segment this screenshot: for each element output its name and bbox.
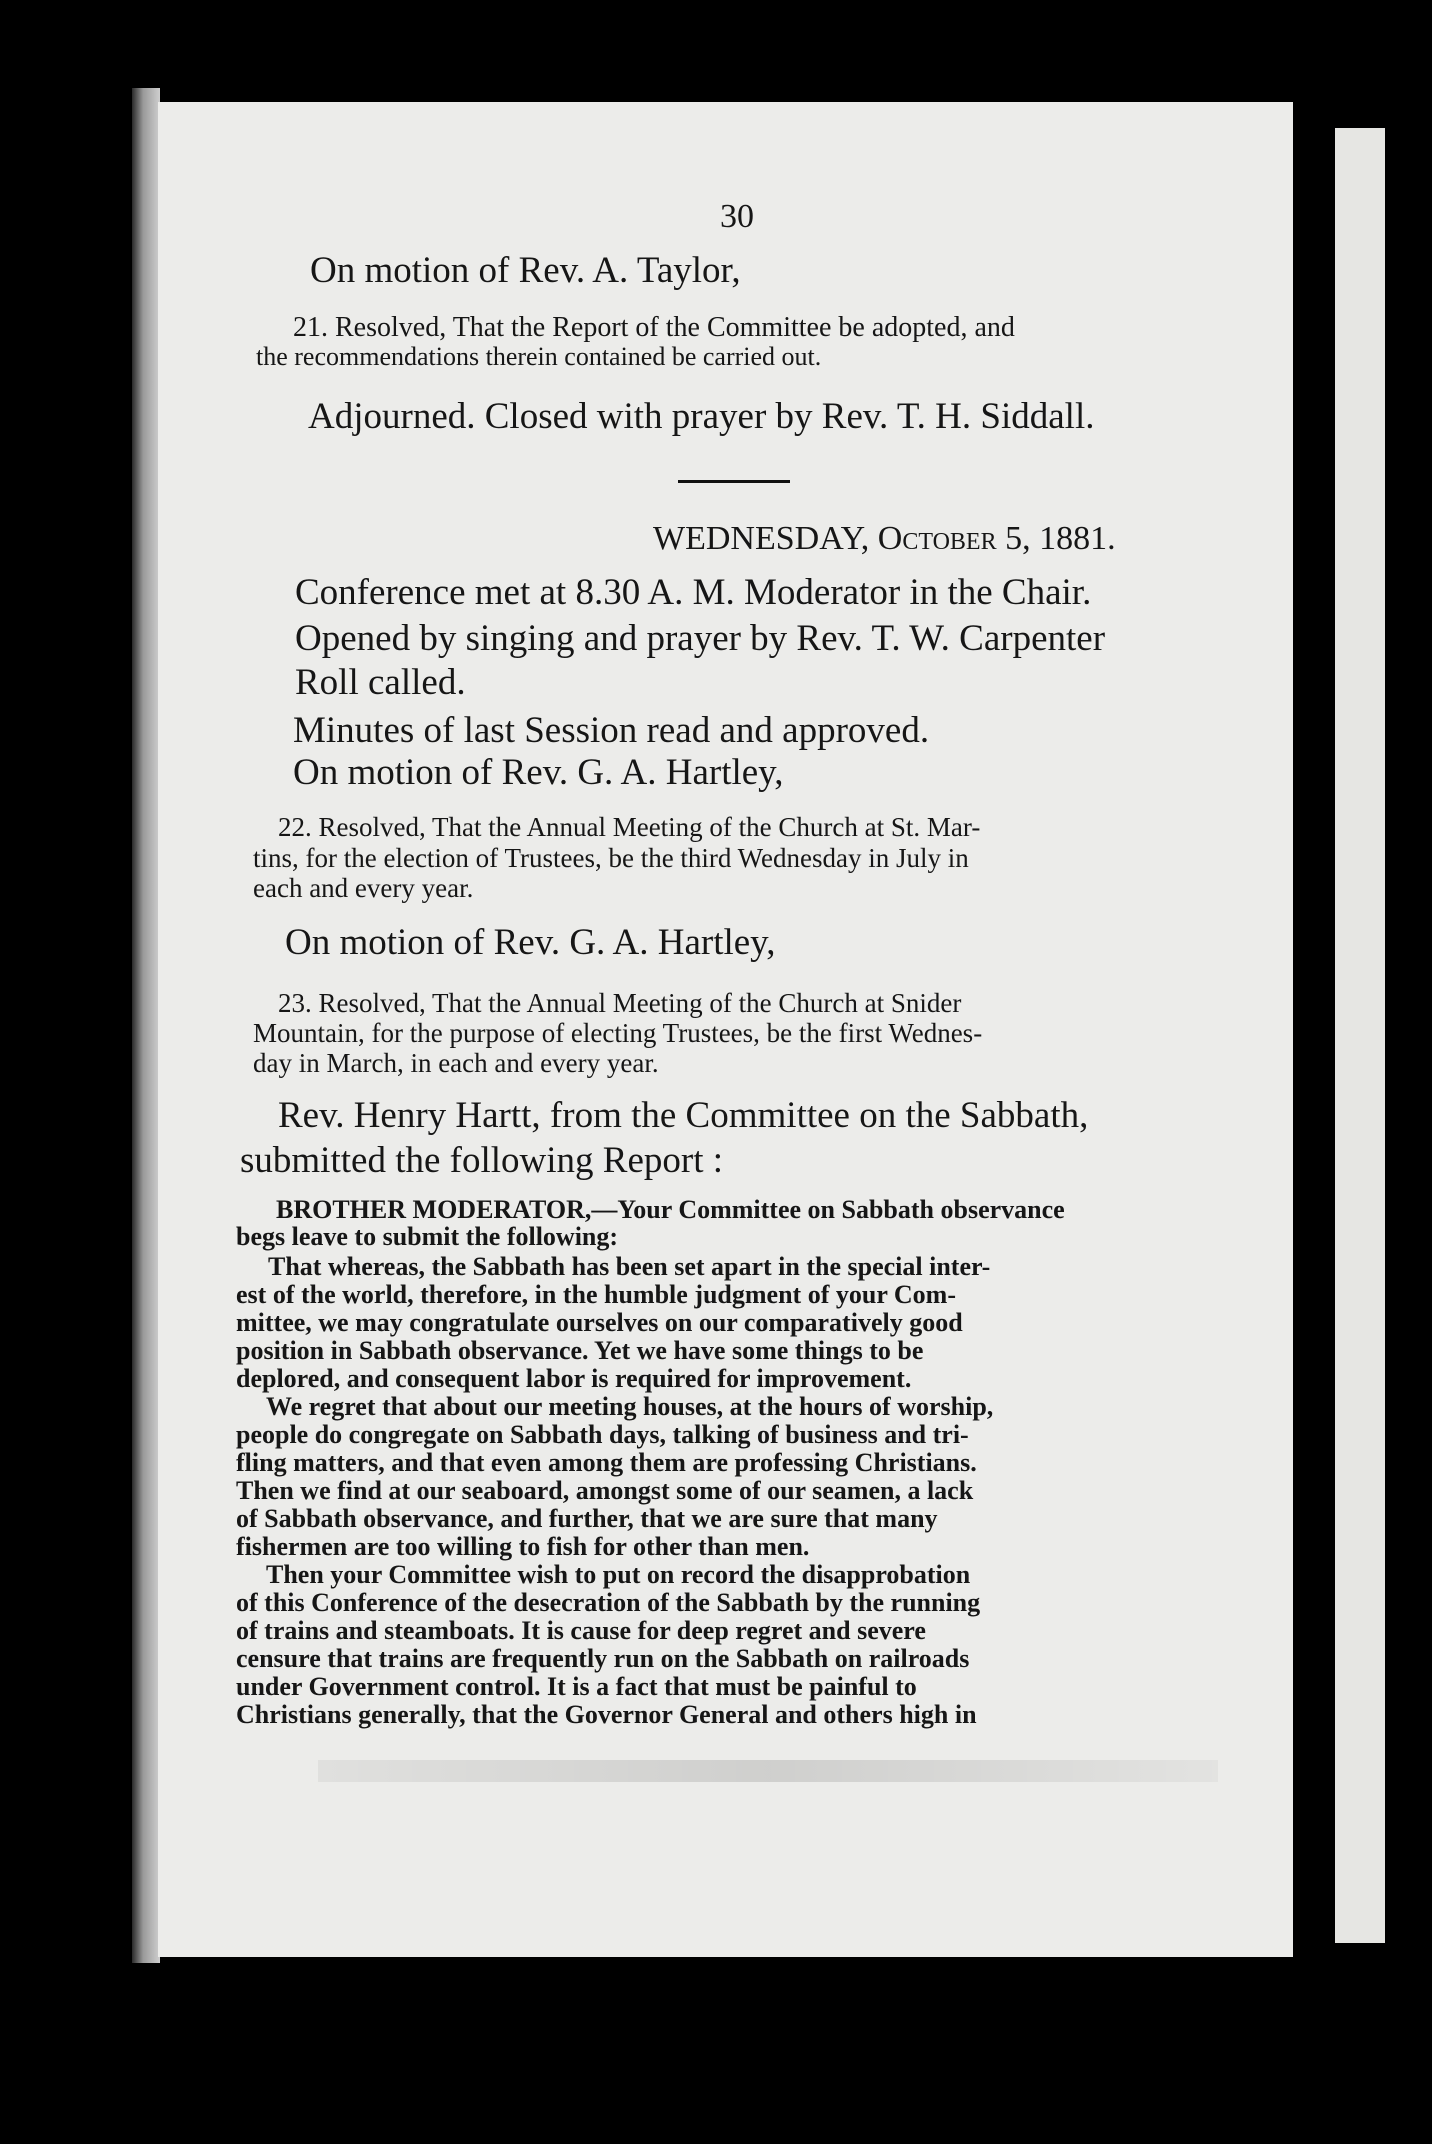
report-line: begs leave to submit the following: — [236, 1222, 619, 1251]
motion-line: On motion of Rev. G. A. Hartley, — [285, 922, 776, 963]
motion-line: On motion of Rev. A. Taylor, — [310, 250, 741, 291]
report-line: fishermen are too willing to fish for other than men. — [236, 1532, 810, 1561]
report-line: Then we find at our seaboard, amongst some of our seamen, a lack — [236, 1476, 974, 1505]
report-line: Christians generally, that the Governor General and others high in — [236, 1700, 977, 1729]
report-line: position in Sabbath observance. Yet we have some things to be — [236, 1336, 924, 1365]
motion-line: On motion of Rev. G. A. Hartley, — [293, 752, 784, 793]
report-line: We regret that about our meeting houses, at the hours of worship, — [266, 1392, 994, 1421]
report-line: BROTHER MODERATOR,—Your Committee on Sabbath observance — [276, 1195, 1065, 1224]
report-line: under Government control. It is a fact that must be painful to — [236, 1672, 917, 1701]
report-line: of trains and steamboats. It is cause for deep regret and severe — [236, 1616, 926, 1645]
bleed-through-shadow — [318, 1760, 1218, 1782]
resolution-23-line: 23. Resolved, That the Annual Meeting of the Church at Snider — [278, 988, 962, 1018]
document-page — [158, 102, 1293, 1957]
resolution-22-line: 22. Resolved, That the Annual Meeting of the Church at St. Mar- — [278, 812, 981, 842]
resolution-23-line: day in March, in each and every year. — [253, 1048, 659, 1078]
resolution-22-line: each and every year. — [253, 873, 474, 903]
page-number: 30 — [720, 198, 754, 235]
adjacent-page-edge — [1335, 128, 1385, 1943]
resolution-22-line: tins, for the election of Trustees, be the third Wednesday in July in — [253, 843, 969, 873]
report-line: Then your Committee wish to put on record the disapprobation — [266, 1560, 971, 1589]
report-line: people do congregate on Sabbath days, talking of business and tri- — [236, 1420, 969, 1449]
report-intro-line: submitted the following Report : — [240, 1140, 724, 1181]
minutes-line: Conference met at 8.30 A. M. Moderator in the Chair. — [295, 572, 1092, 613]
report-line: fling matters, and that even among them are professing Christians. — [236, 1448, 977, 1477]
minutes-line: Minutes of last Session read and approved. — [293, 710, 930, 751]
adjournment-line: Adjourned. Closed with prayer by Rev. T. H. Siddall. — [308, 396, 1095, 437]
report-line: mittee, we may congratulate ourselves on our comparatively good — [236, 1308, 963, 1337]
report-line: est of the world, therefore, in the humble judgment of your Com- — [236, 1280, 956, 1309]
report-line: That whereas, the Sabbath has been set apart in the special inter- — [268, 1252, 991, 1281]
minutes-line: Roll called. — [295, 662, 466, 703]
resolution-21-line: 21. Resolved, That the Report of the Committee be adopted, and — [293, 312, 1015, 343]
report-line: of this Conference of the desecration of the Sabbath by the running — [236, 1588, 981, 1617]
scan-left-edge — [132, 88, 160, 1963]
session-date: WEDNESDAY, October 5, 1881. — [653, 520, 1116, 557]
resolution-23-line: Mountain, for the purpose of electing Trustees, be the first Wednes- — [253, 1018, 983, 1048]
section-divider — [678, 480, 790, 483]
report-intro-line: Rev. Henry Hartt, from the Committee on the Sabbath, — [278, 1095, 1089, 1136]
report-line: deplored, and consequent labor is required for improvement. — [236, 1364, 912, 1393]
minutes-line: Opened by singing and prayer by Rev. T. W. Carpenter — [295, 618, 1106, 659]
resolution-21-line: the recommendations therein contained be carried out. — [256, 342, 822, 371]
report-line: censure that trains are frequently run on the Sabbath on railroads — [236, 1644, 970, 1673]
report-line: of Sabbath observance, and further, that we are sure that many — [236, 1504, 938, 1533]
